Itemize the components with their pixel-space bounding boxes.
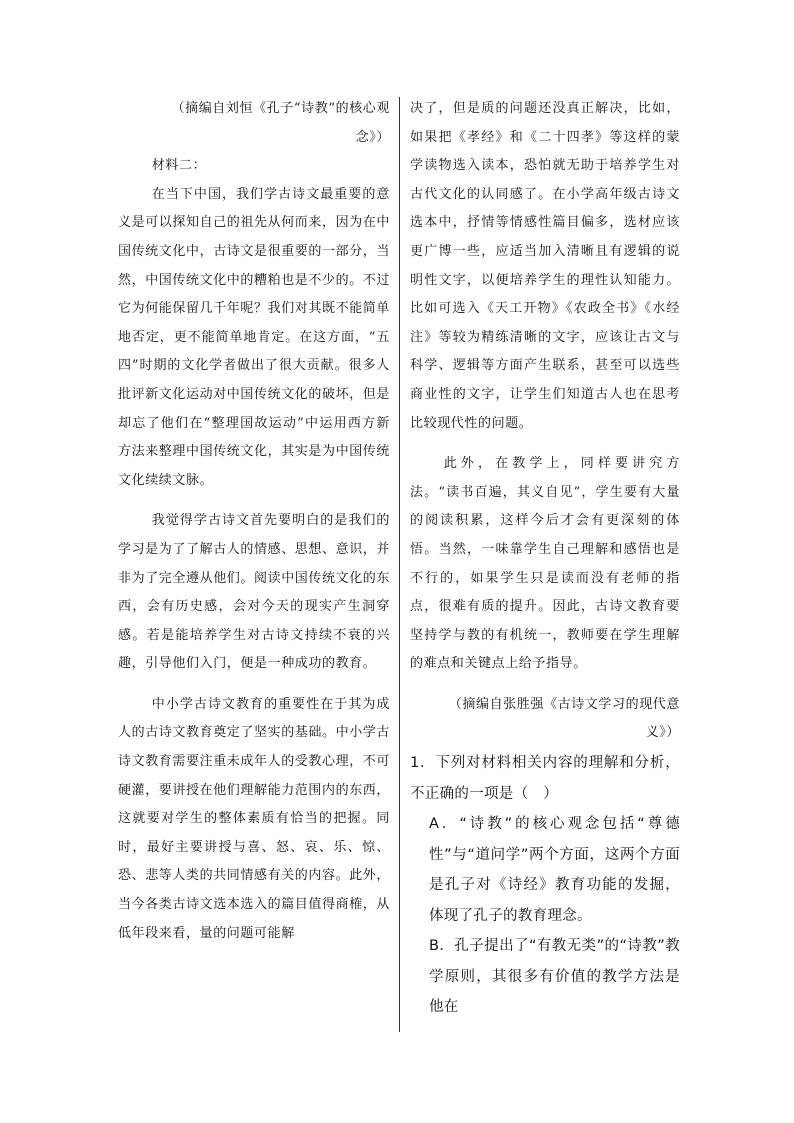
option-b[interactable]: B．孔子提出了“有教无类”的“诗教”教学原则，其很多有价值的教学方法是他在 <box>429 938 680 1016</box>
paragraph: 中小学古诗文教育的重要性在于其为成人的古诗文教育奠定了坚实的基础。中小学古诗文教育需要注重未成年人的受教心理，不可硬灌，要讲授在他们理解能力范围内的东西，这就要对学生的整体素质有恰当的把握。同时，最好主要讲授与喜、怒、哀、乐、惊、恐、悲等人类的共同情感有关的内容。此外，当今各类古诗文选本选入的篇目值得商榷，从低年段来看，量的问题可能解 <box>118 696 391 941</box>
paragraph-gap <box>118 495 390 507</box>
paragraph: 此外，在教学上，同样要讲究方法。“读书百遍，其义自见”，学生要有大量的阅读积累，这样今后才会有更深刻的体悟。当然，一味靠学生自己理解和感悟也是不行的，如果学生只是读而没有老师的指点，很难有质的提升。因此，古诗文教育要坚持学与教的有机统一，教师要在学生理解的难点和关键点上给予指导。 <box>410 456 680 672</box>
question-stem: 1．下列对材料相关内容的理解和分析，不正确的一项是（ ） <box>410 755 680 802</box>
column-divider <box>399 97 400 1032</box>
material-two-label: 材料二： <box>151 158 207 174</box>
paragraph: 我觉得学古诗文首先要明白的是我们的学习是为了了解古人的情感、思想、意识，并非为了完全遵从他们。阅读中国传统文化的东西，会有历史感，会对今天的现实产生洞穿感。若是能培养学生对古诗文持续不衰的兴趣，引导他们入门，便是一种成功的教育。 <box>118 513 391 672</box>
paragraph-gap <box>118 679 390 691</box>
paragraph-gap <box>410 679 680 691</box>
right-column <box>410 95 680 1023</box>
option-a[interactable]: A．“诗教”的核心观念包括“尊德性”与“道问学”两个方面，这两个方面是孔子对《诗经》教育功能的发掘，体现了孔子的教育理念。 <box>429 816 680 924</box>
citation-liu-heng: （摘编自刘恒《孔子“诗教”的核心观念》） <box>171 101 390 145</box>
left-column <box>118 95 390 948</box>
paragraph: 在当下中国，我们学古诗文最重要的意义是可以探知自己的祖先从何而来，因为在中国传统文化中，古诗文是很重要的一部分，当然，中国传统文化中的糟粕也是不少的。不过它为何能保留几千年呢？我们对其既不能简单地否定，更不能简单地肯定。在这方面，“五四”时期的文化学者做出了很大贡献。很多人批评新文化运动对中国传统文化的破坏，但是却忘了他们在“整理国故运动”中运用西方新方法来整理中国传统文化，其实是为中国传统文化续续文脉。 <box>118 186 391 488</box>
paragraph: 决了，但是质的问题还没真正解决，比如，如果把《孝经》和《二十四孝》等这样的蒙学读物选入读本，恐怕就无助于培养学生对古代文化的认同感了。在小学高年级古诗文选本中，抒情等情感性篇目偏多，选材应该更广博一些，应适当加入清晰且有逻辑的说明性文字，以便培养学生的理性认知能力。比如可选入《天工开物》《农政全书》《水经注》等较为精练清晰的文字，应该让古文与科学、逻辑等方面产生联系，甚至可以选些商业性的文字，让学生们知道古人也在思考比较现代性的问题。 <box>410 101 680 431</box>
paragraph-gap <box>410 438 680 450</box>
citation-zhang-shengqiang: （摘编自张胜强《古诗文学习的现代意义》） <box>448 696 680 741</box>
